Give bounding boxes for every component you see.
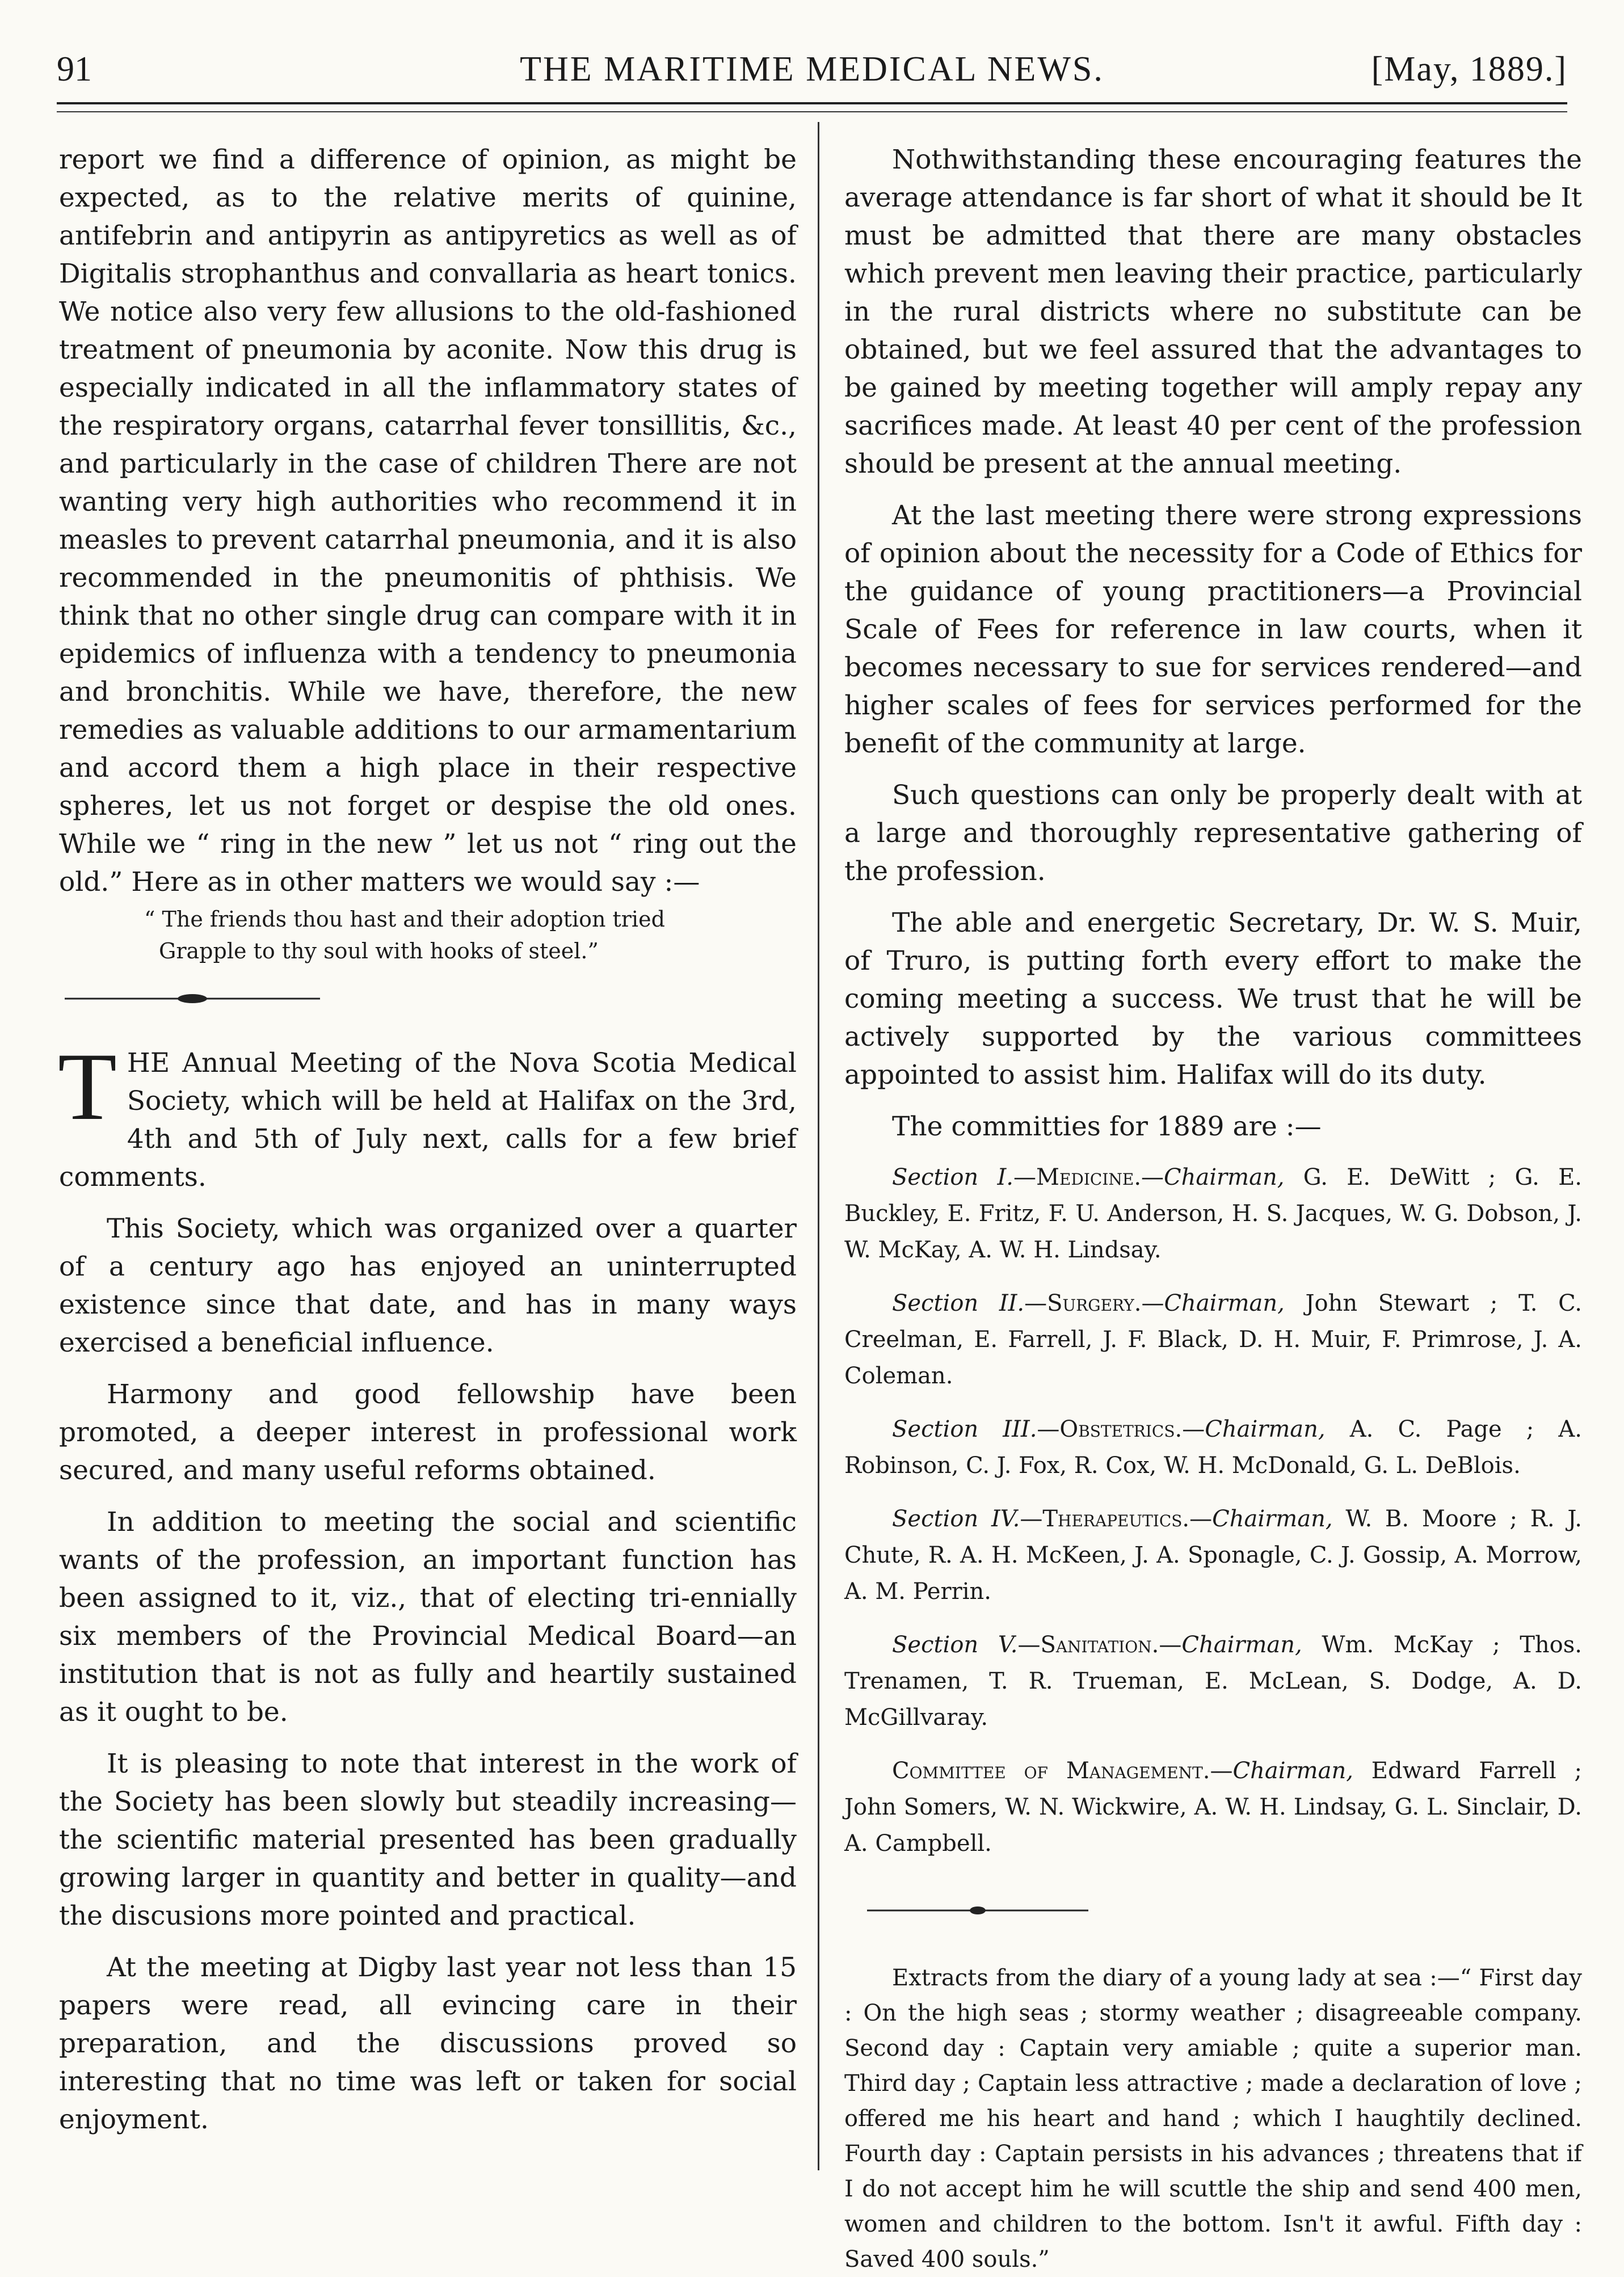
section-label: Section I. (892, 1164, 1013, 1190)
paragraph: The committies for 1889 are :— (892, 1111, 1322, 1142)
section-label: Section IV. (892, 1506, 1020, 1532)
section-divider-ornament (844, 1904, 1111, 1917)
paragraph: In addition to meeting the social and scientific wants of the profession, an important function has been assigned to it, viz., that of electing tri-ennially six members of the Provincial Medical Board—an institution that is not as fully and heartily sustained as it ought to be. (59, 1506, 797, 1728)
paragraph: At the meeting at Digby last year not less than 15 papers were read, all evincing care in their preparation, and the discussions proved so interesting that no time was left or taken for social enjoyment. (59, 1952, 797, 2135)
paragraph: Harmony and good fellowship have been promoted, a deeper interest in professional work secured, and many useful reforms obtained. (59, 1379, 797, 1486)
quote-line: “ The friends thou hast and their adoption tried (144, 907, 665, 932)
section-topic: Medicine. (1036, 1164, 1142, 1190)
header-rule-thick (57, 102, 1567, 104)
header-rule-thin (57, 111, 1567, 112)
section-label: Section II. (892, 1290, 1025, 1316)
section-divider-ornament (59, 992, 326, 1005)
journal-title: THE MARITIME MEDICAL NEWS. (520, 50, 1104, 89)
paragraph: It is pleasing to note that interest in the work of the Society has been slowly but steadily increasing—the scientific material presented has been gradually growing larger in quantity and better in quality—and the discusions more pointed and practical. (59, 1748, 797, 1931)
paragraph: Such questions can only be properly dealt with at a large and thoroughly representative gathering of the profession. (844, 780, 1582, 887)
section-topic: Surgery. (1047, 1290, 1142, 1316)
left-column (59, 141, 797, 2161)
committee-section-4: Section IV.—Therapeutics.—Chairman, W. B. Moore ; R. J. Chute, R. A. H. McKeen, J. A. Sponagle, C. J. Gossip, A. Morrow, A. M. Perrin. (844, 1506, 1583, 1605)
committee-section-1: Section I.—Medicine.—Chairman, G. E. DeWitt ; G. E. Buckley, E. Fritz, F. U. Anderson, H. S. Jacques, W. G. Dobson, J. W. McKay, A. W. H. Lindsay. (844, 1164, 1582, 1263)
section-members: John Stewart ; T. C. Creelman, E. Farrell, J. F. Black, D. H. Muir, F. Primrose, J. A. Coleman. (844, 1290, 1582, 1389)
section-label: Section V. (892, 1632, 1018, 1658)
chairman-label: Chairman, (1164, 1290, 1285, 1316)
committee-section-3: Section III.—Obstetrics.—Chairman, A. C. Page ; A. Robinson, C. J. Fox, R. Cox, W. H. McDonald, G. L. DeBlois. (844, 1416, 1582, 1479)
article-opening (58, 1033, 797, 1196)
section-label: Section III. (892, 1416, 1037, 1442)
management-label: Committee of Management. (892, 1758, 1210, 1784)
issue-date: [May, 1889.] (1371, 50, 1567, 89)
running-header (57, 47, 1567, 92)
paragraph: The able and energetic Secretary, Dr. W. S. Muir, of Truro, is putting forth every effort to make the coming meeting a success. We trust that he will be actively supported by the various committees appointed to assist him. Halifax will do its duty. (844, 907, 1582, 1091)
column-divider (818, 122, 819, 2170)
chairman-label: Chairman, (1164, 1164, 1285, 1190)
chairman-label: Chairman, (1205, 1416, 1326, 1442)
drop-cap: T (58, 1033, 117, 1140)
committee-section-5: Section V.—Sanitation.—Chairman, Wm. McKay ; Thos. Trenamen, T. R. Trueman, E. McLean, S. Dodge, A. D. McGillvaray. (844, 1632, 1582, 1731)
paragraph: At the last meeting there were strong expressions of opinion about the necessity for a Code of Ethics for the guidance of young practitioners—a Provincial Scale of Fees for reference in law courts, when it becomes necessary to sue for services rendered—and higher scales of fees for services performed for the benefit of the community at large. (844, 500, 1582, 759)
right-column (844, 141, 1583, 2272)
paragraph-text: Annual Meeting of the Nova Scotia Medical Society, which will be held at Halifax on the 3rd, 4th and 5th of July next, calls for a few brief comments. (59, 1047, 797, 1193)
chairman-label: Chairman, (1181, 1632, 1302, 1658)
paragraph: report we find a difference of opinion, as might be expected, as to the relative merits of quinine, antifebrin and antipyrin as antipyretics as well as of Digitalis strophanthus and convallaria as heart tonics. We notice also very few allusions to the old-fashioned treatment of pneumonia by aconite. Now this drug is especially indicated in all the inflammatory states of the respiratory organs, catarrhal fever tonsillitis, &c., and particularly in the case of children There are not wanting very high authorities who recommend it in measles to prevent catarrhal pneumonia, and it is also recommended in the pneumonitis of phthisis. We think that no other single drug can compare with it in epidemics of influenza with a tendency to pneumonia and bronchitis. While we have, therefore, the new remedies as valuable additions to our armamentarium and accord them a high place in their respective spheres, let us not forget or despise the old ones. While we “ ring in the new ” let us not “ ring out the old.” Here as in other matters we would say :— (59, 144, 797, 898)
quote-line: Grapple to thy soul with hooks of steel.” (159, 938, 599, 963)
verse-quote (144, 903, 797, 967)
chairman-label: Chairman, (1232, 1758, 1353, 1784)
section-topic: Obstetrics. (1059, 1416, 1183, 1442)
section-topic: Sanitation. (1040, 1632, 1159, 1658)
paragraph: Nothwithstanding these encouraging features the average attendance is far short of what it should be It must be admitted that there are many obstacles which prevent men leaving their practice, particularly in the rural districts where no substitute can be obtained, but we feel assured that the advantages to be gained by meeting together will amply repay any sacrifices made. At least 40 per cent of the profession should be present at the annual meeting. (844, 144, 1582, 479)
committee-management: Committee of Management.—Chairman, Edward Farrell ; John Somers, W. N. Wickwire, A. W. H. Lindsay, G. L. Sinclair, D. A. Campbell. (844, 1758, 1583, 1857)
page-number: 91 (57, 50, 92, 89)
management-members: Edward Farrell ; John Somers, W. N. Wickwire, A. W. H. Lindsay, G. L. Sinclair, D. A. Campbell. (844, 1758, 1583, 1857)
section-members: Wm. McKay ; Thos. Trenamen, T. R. Trueman, E. McLean, S. Dodge, A. D. McGillvaray. (844, 1632, 1582, 1731)
section-topic: Therapeutics. (1042, 1506, 1190, 1532)
chairman-label: Chairman, (1212, 1506, 1333, 1532)
section-members: G. E. DeWitt ; G. E. Buckley, E. Fritz, F. U. Anderson, H. S. Jacques, W. G. Dobson, J. W. McKay, A. W. H. Lindsay. (844, 1164, 1582, 1263)
section-members: A. C. Page ; A. Robinson, C. J. Fox, R. Cox, W. H. McDonald, G. L. DeBlois. (844, 1416, 1582, 1479)
drop-cap-rest: HE (127, 1047, 170, 1079)
paragraph: This Society, which was organized over a quarter of a century ago has enjoyed an uninterrupted existence since that date, and has in many ways exercised a beneficial influence. (59, 1213, 797, 1358)
section-members: W. B. Moore ; R. J. Chute, R. A. H. McKeen, J. A. Sponagle, C. J. Gossip, A. Morrow, A. M. Perrin. (844, 1506, 1583, 1605)
diary-extract: Extracts from the diary of a young lady at sea :—“ First day : On the high seas ; stormy weather ; disagreeable company. Second day : Captain very amiable ; quite a superior man. Third day ; Captain less attractive ; made a declaration of love ; offered me his heart and hand ; which I haughtily declined. Fourth day : Captain persists in his advances ; threatens that if I do not accept him he will scuttle the ship and send 400 men, women and children to the bottom. Isn't it awful. Fifth day : Saved 400 souls.” (844, 1965, 1582, 2272)
committee-section-2: Section II.—Surgery.—Chairman, John Stewart ; T. C. Creelman, E. Farrell, J. F. Black, D. H. Muir, F. Primrose, J. A. Coleman. (844, 1290, 1582, 1389)
